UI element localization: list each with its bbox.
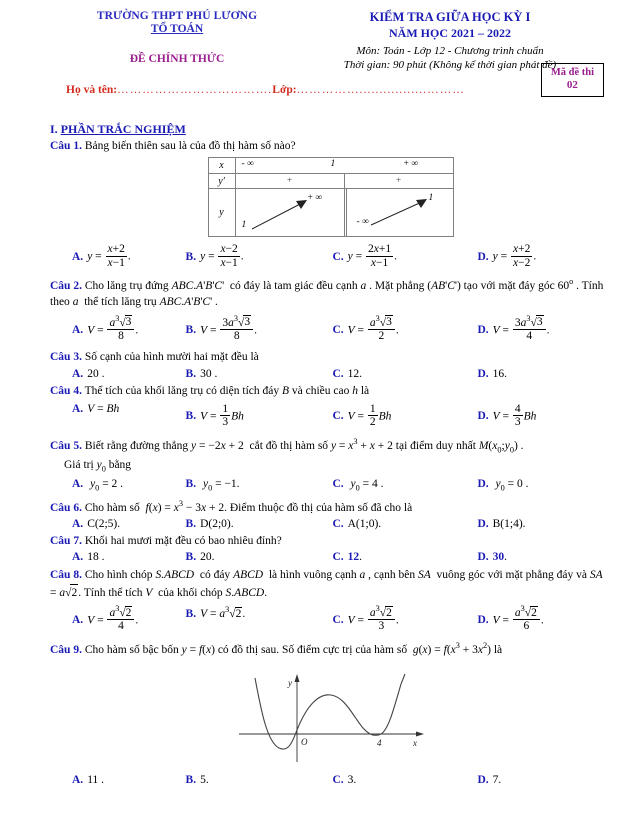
option-6c[interactable] bbox=[332, 518, 477, 530]
option-8c-letter: C. bbox=[332, 614, 344, 627]
option-4d-letter: D. bbox=[477, 410, 489, 423]
option-7a-letter: A. bbox=[72, 551, 84, 564]
question-1-options bbox=[50, 243, 611, 269]
option-9c[interactable] bbox=[332, 774, 477, 786]
section-heading bbox=[50, 122, 611, 137]
question-1 bbox=[50, 138, 611, 154]
question-5-text: Biết rằng đường thẳng y = −2x + 2 cắt đồ thị hàm số $y = x^3 + x + 2$ tại điểm duy nhất $M(x_0;y_0)$ . bbox=[84, 436, 524, 454]
student-info-line bbox=[66, 84, 465, 96]
option-6d-value: B(1;4). bbox=[492, 518, 526, 531]
option-3b-letter: B. bbox=[185, 367, 197, 380]
exam-code-label: Mã đề thi bbox=[550, 67, 594, 78]
option-4b-letter: B. bbox=[185, 410, 197, 423]
option-4c-letter: C. bbox=[332, 410, 344, 423]
branch-2-start-label: - ∞ bbox=[356, 217, 369, 228]
option-2c[interactable] bbox=[332, 315, 477, 343]
question-9 bbox=[50, 640, 611, 658]
x-value-one: 1 bbox=[330, 159, 336, 170]
option-9d-letter: D. bbox=[477, 773, 489, 786]
option-7c-value: 12 bbox=[347, 551, 360, 564]
question-1-label: Câu 1. bbox=[50, 140, 82, 152]
question-9-text: Cho hàm số bậc bốn y = f(x) có đồ thị sau. Số điểm cực trị của hàm số $g(x) = f(x^3 + 3x^2)$ là bbox=[84, 640, 503, 656]
option-5d[interactable] bbox=[477, 478, 611, 492]
option-1a-letter: A. bbox=[72, 250, 84, 263]
header-left-block bbox=[52, 10, 302, 65]
option-2d[interactable] bbox=[477, 315, 611, 343]
row-label-y: y bbox=[208, 189, 235, 237]
question-5 bbox=[50, 436, 611, 456]
option-7a[interactable] bbox=[50, 551, 186, 563]
table-row-x bbox=[208, 158, 453, 174]
question-6-text: Cho hàm số $f(x) = x^3 - 3x + 2$. Điểm thuộc đồ thị của hàm số đã cho là bbox=[84, 498, 413, 514]
student-name-label: Họ và tên: bbox=[66, 84, 118, 96]
option-9b-value: 5. bbox=[200, 773, 209, 786]
x-values-cell bbox=[235, 158, 453, 174]
option-3d[interactable] bbox=[477, 368, 611, 380]
question-5-text2: Giá trị $y_0$ bằng bbox=[64, 458, 132, 473]
question-4-options bbox=[50, 403, 611, 429]
option-5c[interactable] bbox=[332, 478, 477, 492]
option-1c-letter: C. bbox=[332, 250, 344, 263]
option-1c-value: y = $\frac{2x+1}{x-1}$ . bbox=[347, 243, 397, 269]
question-3-options bbox=[50, 368, 611, 380]
option-3b-value: 30 . bbox=[200, 367, 218, 380]
option-5d-value: $y_0 = 0$ . bbox=[495, 477, 529, 492]
option-2d-letter: D. bbox=[477, 323, 489, 336]
option-5c-value: $y_0 = 4$ . bbox=[350, 477, 384, 492]
branch-2-cell bbox=[344, 189, 453, 237]
option-4a-value: V = Bh bbox=[87, 402, 120, 415]
question-6-label: Câu 6. bbox=[50, 501, 82, 514]
question-2-label: Câu 2. bbox=[50, 279, 82, 292]
question-2-options bbox=[50, 315, 611, 343]
option-6b-value: D(2;0). bbox=[200, 518, 234, 531]
option-7d-value: 30 bbox=[492, 551, 505, 564]
student-name-dots: ………………………………. bbox=[117, 84, 273, 96]
question-7-text: Khối hai mươi mặt đều có bao nhiêu đỉnh? bbox=[84, 535, 282, 548]
option-1d[interactable] bbox=[477, 243, 611, 269]
option-2a-letter: A. bbox=[72, 323, 84, 336]
option-3b[interactable] bbox=[186, 368, 333, 380]
option-5c-letter: C. bbox=[332, 477, 344, 490]
question-8 bbox=[50, 567, 611, 601]
x-value-neg-inf: - ∞ bbox=[241, 159, 254, 170]
option-3a-letter: A. bbox=[72, 367, 84, 380]
row-label-yprime: y' bbox=[208, 174, 235, 189]
question-6 bbox=[50, 498, 611, 516]
option-1b-value: y = $\frac{x-2}{x-1}$ . bbox=[200, 243, 244, 269]
question-9-options bbox=[50, 774, 611, 786]
option-2b-value: V = $\frac{3a^3√3}{8}$ . bbox=[200, 313, 257, 342]
option-5a-letter: A. bbox=[72, 477, 84, 490]
question-5-options bbox=[50, 478, 611, 492]
branch-1-end-label: + ∞ bbox=[307, 193, 323, 204]
option-9b-letter: B. bbox=[185, 773, 197, 786]
option-9a[interactable] bbox=[50, 774, 186, 786]
branch-2-arrow bbox=[345, 189, 463, 236]
option-5b-letter: B. bbox=[185, 477, 197, 490]
option-4a-letter: A. bbox=[72, 402, 84, 415]
question-1-text: Bảng biến thiên sau là của đồ thị hàm số nào? bbox=[84, 140, 296, 152]
option-1a[interactable] bbox=[50, 243, 186, 269]
quartic-curve bbox=[255, 674, 405, 749]
header-right-block bbox=[300, 10, 600, 71]
question-7-label: Câu 7. bbox=[50, 535, 82, 548]
option-5a-value: $y_0 = 2$ . bbox=[90, 477, 124, 492]
question-4-text: Thể tích của khối lăng trụ có diện tích đáy B và chiều cao h là bbox=[84, 384, 370, 397]
quartic-graph-wrap bbox=[50, 660, 611, 768]
question-8-label: Câu 8. bbox=[50, 569, 82, 582]
option-2a-value: V = $\frac{a^3√3}{8}$ . bbox=[87, 313, 139, 342]
variation-table-wrap bbox=[50, 157, 611, 237]
table-row-y bbox=[208, 189, 453, 237]
x-value-pos-inf: + ∞ bbox=[403, 159, 419, 170]
option-6a-value: C(2;5). bbox=[87, 518, 121, 531]
option-1c[interactable] bbox=[332, 243, 477, 269]
option-4b[interactable] bbox=[186, 403, 333, 429]
option-7c-letter: C. bbox=[332, 551, 344, 564]
x-axis-label: x bbox=[412, 737, 417, 748]
option-2d-value: V = $\frac{3a^3√3}{4}$ . bbox=[492, 313, 550, 342]
school-name: TRƯỜNG THPT PHÚ LƯƠNG bbox=[96, 10, 258, 22]
option-6d[interactable] bbox=[477, 518, 611, 530]
bottom-spacer bbox=[50, 786, 611, 800]
question-3-text: Số cạnh của hình mười hai mặt đều là bbox=[84, 351, 259, 364]
option-3a[interactable] bbox=[50, 368, 186, 380]
option-7b[interactable] bbox=[186, 551, 333, 563]
option-7d[interactable]: D. 30 . bbox=[477, 551, 507, 564]
y-axis-label: y bbox=[287, 677, 292, 688]
option-5b[interactable] bbox=[186, 478, 333, 492]
option-9b[interactable] bbox=[186, 774, 333, 786]
variation-table bbox=[208, 157, 454, 237]
option-9c-letter: C. bbox=[332, 773, 344, 786]
exam-subject-line: Môn: Toán - Lớp 12 - Chương trình chuẩn bbox=[356, 45, 544, 57]
exam-code-box bbox=[541, 63, 604, 97]
section-title: PHẦN TRẮC NGHIỆM bbox=[60, 122, 186, 136]
option-8a-value: V = $\frac{a^3√2}{4}$ . bbox=[87, 604, 139, 633]
exam-code-value: 02 bbox=[566, 79, 578, 92]
option-8b-value: $V = a^3√2$. bbox=[200, 605, 246, 620]
option-2b-letter: B. bbox=[185, 323, 197, 336]
question-7 bbox=[50, 533, 611, 549]
option-6b[interactable] bbox=[186, 518, 333, 530]
official-exam-label: ĐỀ CHÍNH THỨC bbox=[129, 53, 225, 65]
class-label: Lớp: bbox=[272, 84, 297, 96]
option-1b-letter: B. bbox=[185, 250, 197, 263]
document-header bbox=[0, 0, 641, 112]
option-2c-value: V = $\frac{a^3√3}{2}$ . bbox=[347, 313, 399, 342]
option-5a[interactable] bbox=[50, 478, 186, 492]
option-4d[interactable] bbox=[477, 403, 611, 429]
quartic-graph bbox=[231, 660, 431, 768]
option-8b-letter: B. bbox=[185, 607, 197, 620]
sign-left: + bbox=[235, 174, 344, 189]
option-1d-letter: D. bbox=[477, 250, 489, 263]
option-9a-letter: A. bbox=[72, 773, 84, 786]
tick-label-4: 4 bbox=[376, 737, 381, 748]
branch-1-start-label: 1 bbox=[241, 220, 247, 231]
option-8b[interactable] bbox=[186, 605, 333, 620]
question-3-label: Câu 3. bbox=[50, 351, 82, 364]
option-1d-value: y = $\frac{x+2}{x-2}$ . bbox=[492, 243, 537, 269]
option-8d[interactable] bbox=[477, 605, 611, 633]
exam-title: KIỂM TRA GIỮA HỌC KỲ I bbox=[369, 10, 531, 24]
option-2b[interactable] bbox=[186, 315, 333, 343]
origin-label: O bbox=[300, 736, 307, 747]
option-4c[interactable] bbox=[332, 403, 477, 429]
question-5-label: Câu 5. bbox=[50, 439, 82, 452]
option-8a[interactable] bbox=[50, 605, 186, 633]
option-3a-value: 20 . bbox=[87, 367, 105, 380]
option-1a-value: y = $\frac{x+2}{x-1}$ . bbox=[87, 243, 131, 269]
option-3d-value: 16. bbox=[492, 367, 507, 380]
option-4c-value: V = $\frac{1}{2}$ Bh bbox=[347, 402, 392, 429]
question-2 bbox=[50, 276, 611, 310]
option-8c[interactable] bbox=[332, 605, 477, 633]
option-8d-value: V = $\frac{a^3√2}{6}$ . bbox=[492, 604, 544, 633]
question-4-label: Câu 4. bbox=[50, 384, 82, 397]
option-4d-value: V = $\frac{4}{3}$ Bh bbox=[492, 402, 537, 429]
option-9d-value: 7. bbox=[492, 773, 502, 786]
option-7b-letter: B. bbox=[185, 551, 197, 564]
branch-1-cell bbox=[235, 189, 344, 237]
question-8-text: Cho hình chóp S.ABCD có đáy ABCD là hình vuông cạnh a , cạnh bên SA vuông góc với mặt phẳng đáy và SA = a√2. Tính thể tích V của khối chóp S.ABCD. bbox=[50, 569, 603, 598]
branch-2-end-label: 1 bbox=[428, 193, 434, 204]
option-6b-letter: B. bbox=[185, 518, 197, 531]
option-3d-letter: D. bbox=[477, 367, 489, 380]
question-2-text: Cho lăng trụ đứng ABC.A'B'C' có đáy là tam giác đều cạnh a . Mặt phẳng (AB'C') tạo với mặt đáy góc 60$^o$ . Tính theo a thể tích lăng trụ ABC.A'B'C' . bbox=[50, 277, 604, 309]
option-7b-value: 20. bbox=[200, 551, 215, 564]
option-9c-value: 3. bbox=[347, 773, 357, 786]
option-9d[interactable] bbox=[477, 774, 611, 786]
sign-right: + bbox=[344, 174, 453, 189]
option-8d-letter: D. bbox=[477, 614, 489, 627]
question-3 bbox=[50, 349, 611, 365]
question-4 bbox=[50, 383, 611, 399]
option-6a-letter: A. bbox=[72, 518, 84, 531]
option-9a-value: 11 . bbox=[87, 773, 105, 786]
y-axis-arrow bbox=[294, 674, 299, 682]
class-dots: …………….................……… bbox=[296, 84, 465, 96]
option-8a-letter: A. bbox=[72, 614, 84, 627]
option-6d-letter: D. bbox=[477, 518, 489, 531]
question-9-label: Câu 9. bbox=[50, 643, 82, 656]
option-2c-letter: C. bbox=[332, 323, 344, 336]
option-2a[interactable] bbox=[50, 315, 186, 343]
option-5b-value: $y_0 = -1$. bbox=[202, 477, 240, 492]
option-3c[interactable] bbox=[332, 368, 477, 380]
department-name: TỔ TOÁN bbox=[150, 23, 204, 35]
option-6c-value: A(1;0). bbox=[347, 518, 382, 531]
question-7-options bbox=[50, 551, 611, 563]
table-row-yprime bbox=[208, 174, 453, 189]
option-3c-letter: C. bbox=[332, 367, 344, 380]
option-4a[interactable] bbox=[50, 403, 186, 415]
option-5d-letter: D. bbox=[477, 477, 489, 490]
option-3c-value: 12. bbox=[347, 367, 362, 380]
question-6-options bbox=[50, 518, 611, 530]
exam-content bbox=[0, 122, 641, 800]
option-7d-letter: D. bbox=[477, 551, 489, 564]
option-8c-value: V = $\frac{a^3√2}{3}$ . bbox=[347, 604, 399, 633]
option-7a-value: 18 . bbox=[87, 551, 105, 564]
section-number: I. bbox=[50, 122, 58, 136]
exam-year: NĂM HỌC 2021 – 2022 bbox=[389, 26, 511, 40]
option-1b[interactable] bbox=[186, 243, 333, 269]
question-8-options bbox=[50, 605, 611, 633]
option-6a[interactable] bbox=[50, 518, 186, 530]
option-7c[interactable]: C. 12 . bbox=[332, 551, 362, 564]
x-axis-arrow bbox=[416, 731, 424, 736]
option-6c-letter: C. bbox=[332, 518, 344, 531]
row-label-x: x bbox=[208, 158, 235, 174]
option-4b-value: V = $\frac{1}{3}$ Bh bbox=[200, 402, 244, 429]
exam-time-line: Thời gian: 90 phút (Không kể thời gian phát đề) bbox=[343, 59, 557, 71]
